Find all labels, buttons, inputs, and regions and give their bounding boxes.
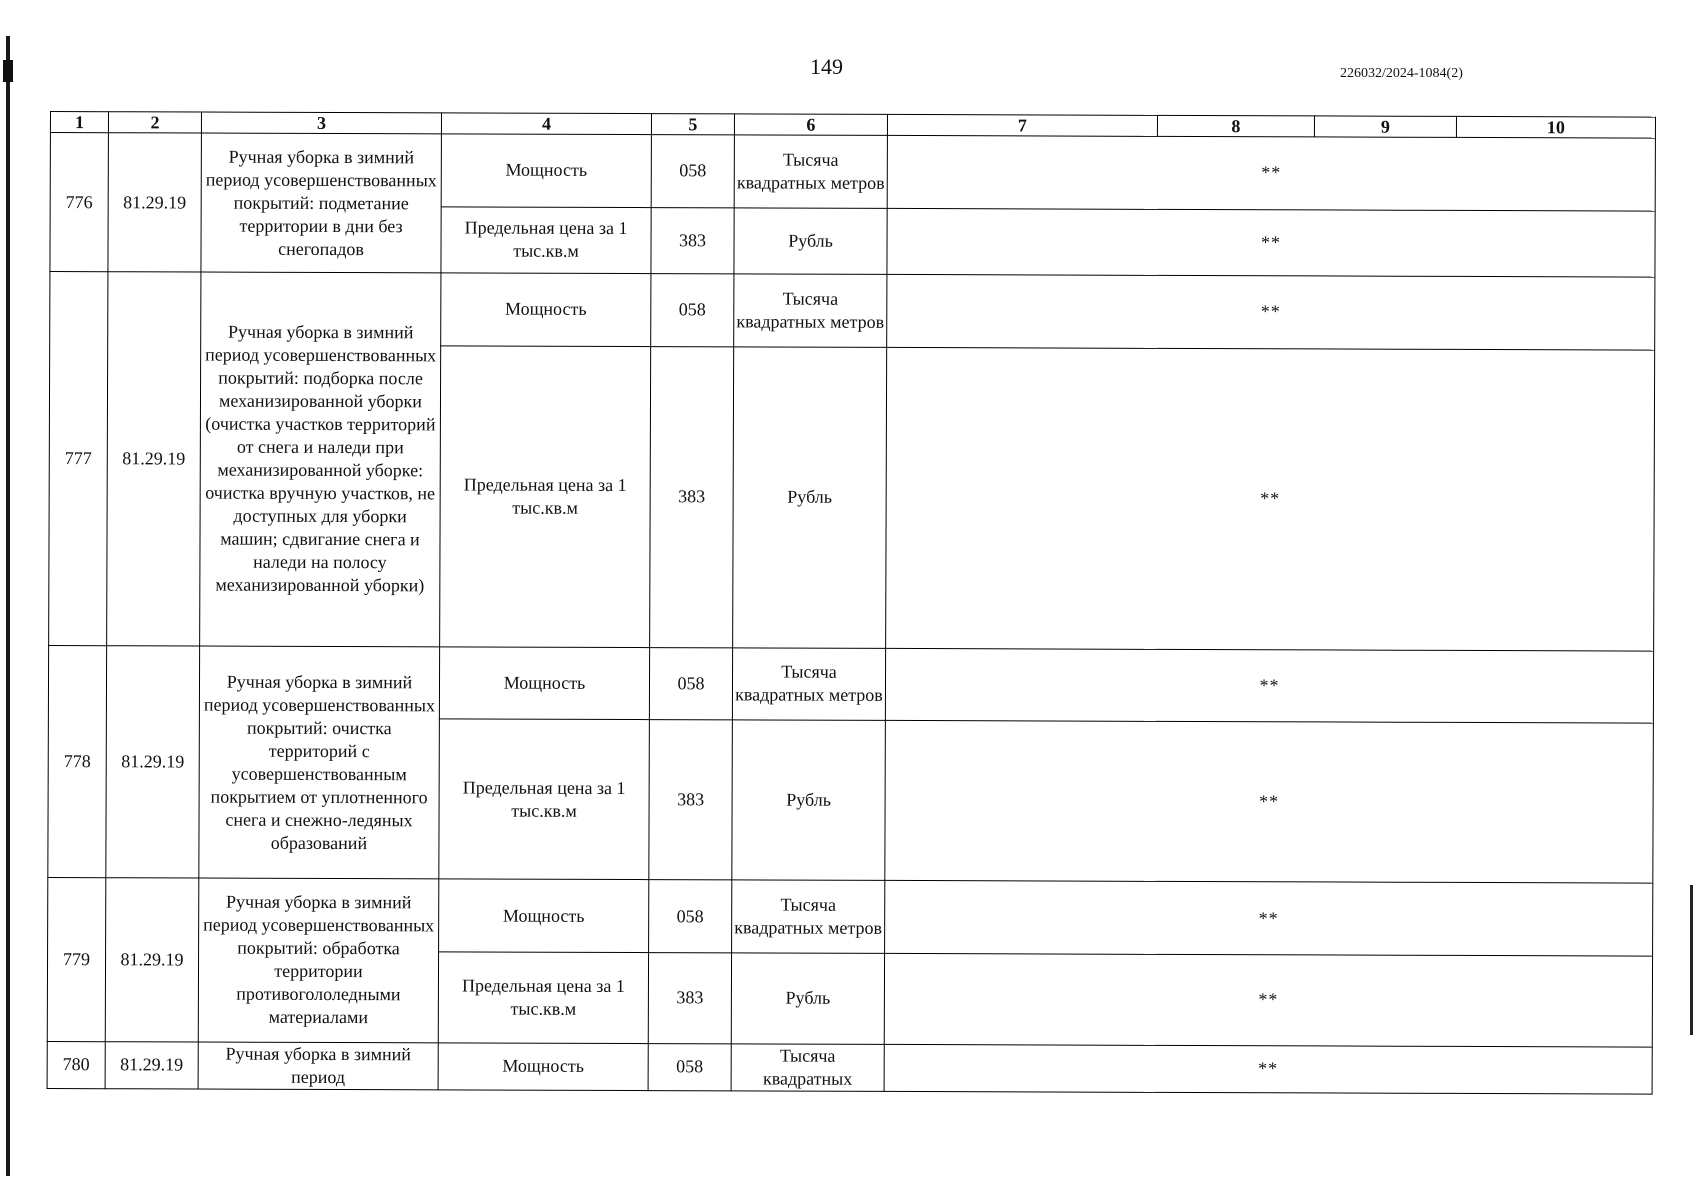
- indicator-name: Мощность: [439, 879, 649, 952]
- service-description: Ручная уборка в зимний период усовершенствованных покрытий: обработка территории противогололедными материалами: [198, 878, 439, 1042]
- okved-code: 81.29.19: [107, 272, 201, 646]
- register-table: [47, 111, 1656, 1095]
- indicator-name: Мощность: [438, 1042, 648, 1090]
- indicator-name: Мощность: [441, 273, 651, 346]
- table-row: [47, 1041, 1652, 1094]
- unit: Тысяча квадратных метров: [732, 648, 885, 721]
- indicator-code: 383: [651, 207, 734, 274]
- indicator-name: Мощность: [441, 134, 651, 207]
- column-header: 8: [1157, 115, 1314, 137]
- indicator-code: 058: [648, 1043, 731, 1091]
- value-mark: **: [884, 953, 1652, 1046]
- scan-edge-mark: [3, 60, 13, 82]
- value-mark: **: [885, 881, 1653, 956]
- okved-code: 81.29.19: [106, 645, 200, 878]
- column-header: 5: [651, 114, 734, 135]
- unit: Рубль: [731, 953, 884, 1044]
- value-mark: **: [885, 648, 1653, 723]
- indicator-code: 058: [651, 274, 734, 347]
- indicator-name: Предельная цена за 1 тыс.кв.м: [441, 206, 651, 273]
- table-row: [50, 272, 1655, 350]
- unit: Тысяча квадратных: [731, 1043, 884, 1091]
- service-description: Ручная уборка в зимний период усовершенствованных покрытий: подборка после механизированной уборки (очистка участков территорий от снега и наледи при механизированной уборке: очистка вручную участков, не доступных для уборки машин; сдвигание снега и наледи на полосу механизированной уборки): [200, 272, 441, 647]
- indicator-name: Предельная цена за 1 тыс.кв.м: [439, 719, 650, 880]
- row-number: 779: [47, 878, 106, 1041]
- indicator-name: Предельная цена за 1 тыс.кв.м: [438, 952, 648, 1043]
- value-mark: **: [887, 135, 1655, 210]
- indicator-code: 058: [649, 647, 732, 720]
- column-header: 7: [887, 114, 1157, 136]
- okved-code: 81.29.19: [105, 1041, 198, 1089]
- column-header: 4: [441, 113, 651, 135]
- indicator-name: Мощность: [439, 647, 649, 720]
- unit: Рубль: [734, 207, 887, 274]
- service-description: Ручная уборка в зимний период: [198, 1042, 438, 1090]
- column-header: 9: [1314, 116, 1456, 137]
- service-description: Ручная уборка в зимний период усовершенствованных покрытий: подметание территории в дни без снегопадов: [201, 133, 441, 273]
- value-mark: **: [887, 208, 1655, 277]
- unit: Рубль: [733, 346, 887, 648]
- column-header: 3: [201, 112, 441, 134]
- value-mark: **: [887, 274, 1655, 349]
- okved-code: 81.29.19: [108, 133, 201, 272]
- scan-edge-right: [1690, 885, 1693, 1035]
- row-number: 778: [48, 645, 107, 878]
- value-mark: **: [885, 721, 1654, 884]
- value-mark: **: [884, 1044, 1652, 1094]
- unit: Тысяча квадратных метров: [734, 274, 887, 347]
- table-row: [48, 645, 1653, 723]
- indicator-code: 383: [649, 720, 733, 880]
- column-header: 1: [50, 112, 108, 133]
- unit: Тысяча квадратных метров: [734, 135, 887, 208]
- table-row: [50, 133, 1655, 211]
- indicator-code: 383: [648, 953, 731, 1044]
- okved-code: 81.29.19: [105, 878, 199, 1041]
- page-number: 149: [810, 54, 843, 79]
- indicator-code: 383: [650, 346, 734, 647]
- column-header: 6: [734, 114, 887, 136]
- document-id: 226032/2024-1084(2): [1340, 66, 1463, 81]
- scan-edge-left: [6, 36, 10, 1176]
- table-row: [48, 878, 1653, 956]
- unit: Рубль: [732, 720, 886, 881]
- row-number: 776: [50, 133, 108, 272]
- indicator-code: 058: [651, 135, 734, 208]
- unit: Тысяча квадратных метров: [732, 880, 885, 953]
- service-description: Ручная уборка в зимний период усовершенствованных покрытий: очистка территорий с усовершенствованным покрытием от уплотненного снега и снежно-ледяных образований: [199, 646, 440, 880]
- row-number: 777: [49, 272, 108, 646]
- column-header: 10: [1456, 116, 1655, 138]
- value-mark: **: [886, 347, 1655, 651]
- row-number: 780: [47, 1041, 105, 1089]
- column-header: 2: [108, 112, 201, 133]
- indicator-name: Предельная цена за 1 тыс.кв.м: [440, 345, 651, 647]
- indicator-code: 058: [649, 880, 732, 953]
